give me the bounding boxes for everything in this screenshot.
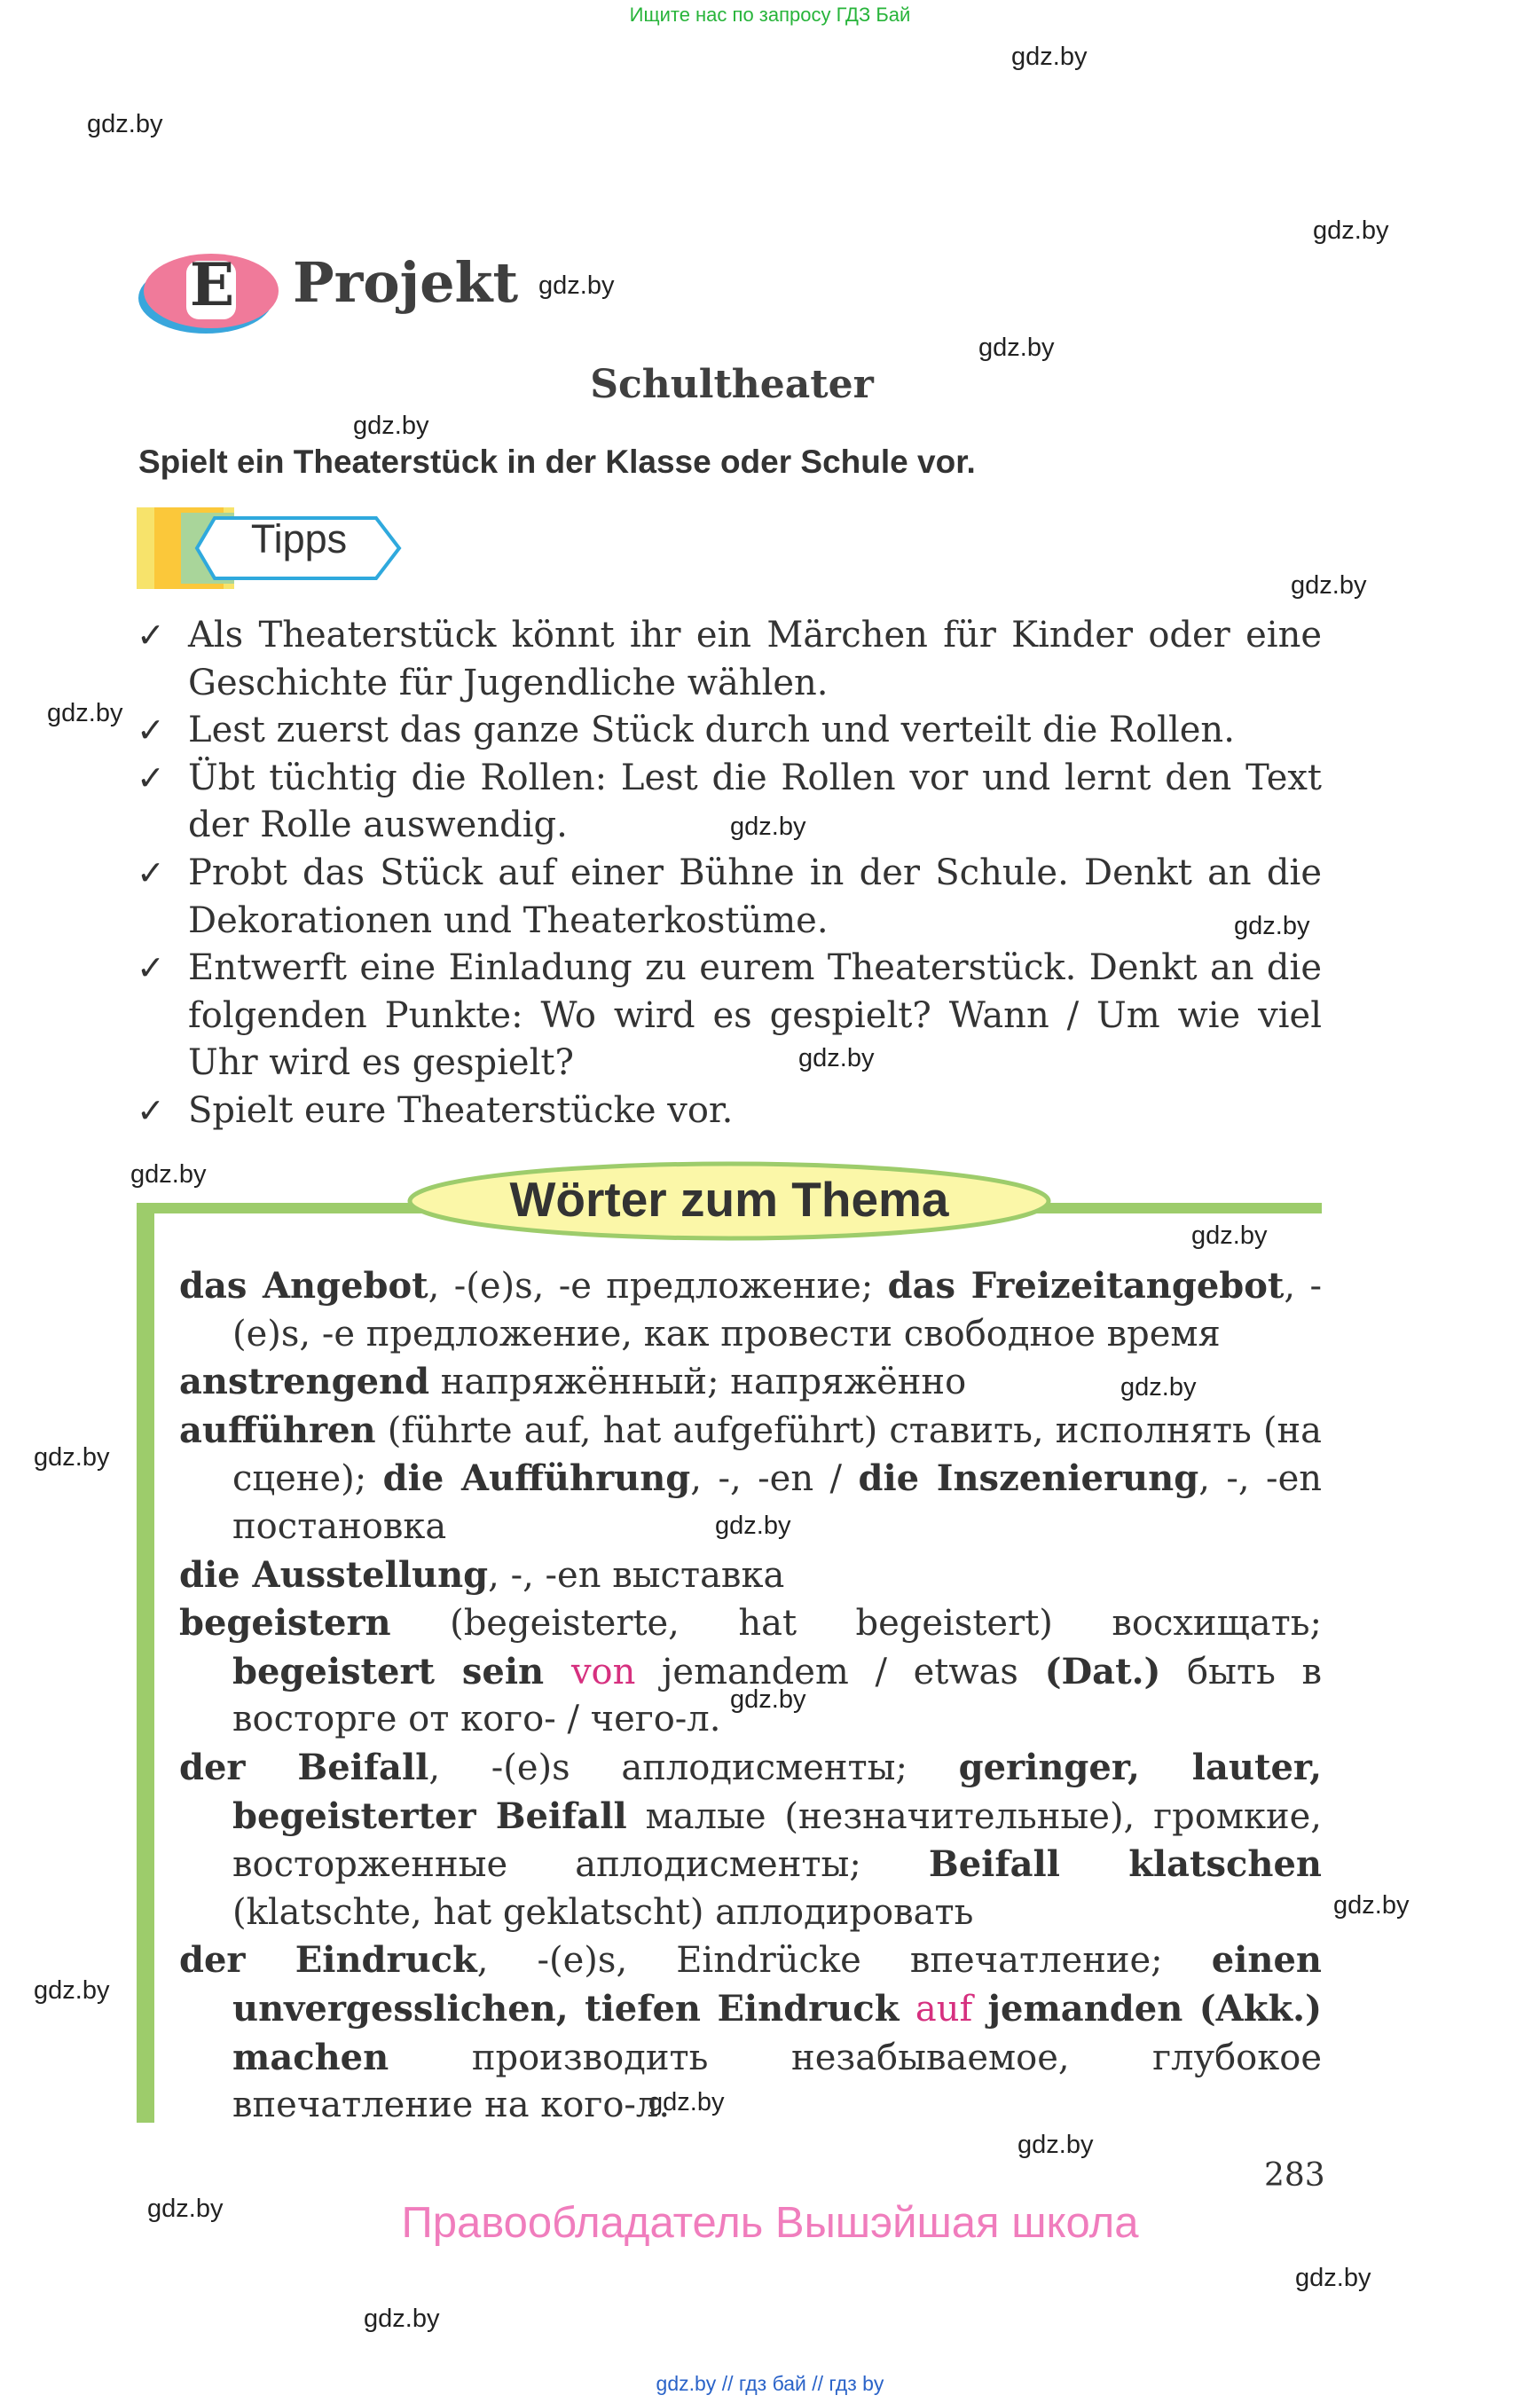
- watermark: gdz.by: [798, 1044, 875, 1072]
- words-side-bar: [137, 1205, 154, 2123]
- watermark: gdz.by: [34, 1443, 110, 1472]
- checkmark-icon: ✓: [137, 758, 165, 797]
- vocab-text: (begeisterte, hat begeistert) восхищать;: [390, 1603, 1322, 1645]
- watermark: gdz.by: [715, 1512, 791, 1540]
- vocab-text: (klatschte, hat geklatscht) аплодировать: [232, 1891, 974, 1933]
- vocab-entry: [179, 1744, 1322, 1936]
- vocab-text: , -(e)s, Eindrücke впечатление;: [476, 1940, 1212, 1982]
- watermark: gdz.by: [538, 271, 615, 300]
- watermark: gdz.by: [1291, 571, 1367, 600]
- vocab-text: , -(e)s, -e предложение, как провести свободное время: [232, 1266, 1322, 1355]
- checkmark-icon: ✓: [137, 852, 165, 892]
- tip-text: Probt das Stück auf einer Bühne in der Schule. Denkt an die Dekorationen und Theaterkostüme.: [188, 852, 1322, 941]
- vocab-text: jemandem / etwas: [635, 1651, 1045, 1692]
- watermark: gdz.by: [130, 1160, 207, 1189]
- checkmark-icon: ✓: [137, 1090, 165, 1130]
- project-title: Schultheater: [590, 362, 874, 407]
- watermark: gdz.by: [353, 412, 429, 440]
- watermark: gdz.by: [87, 110, 163, 138]
- rights-holder: Правообладатель Вышэйшая школа: [401, 2199, 1139, 2247]
- tipps-label: Tipps: [250, 516, 348, 561]
- vocab-text: , -, -en выставка: [488, 1554, 785, 1596]
- vocab-entry: [179, 1358, 1322, 1407]
- watermark: gdz.by: [1313, 216, 1389, 245]
- vocab-text: напряжённый; напряжённо: [429, 1362, 967, 1403]
- vocab-entry: [179, 1599, 1322, 1744]
- section-title: Projekt: [293, 250, 519, 315]
- tip-item: [133, 1088, 1322, 1135]
- tips-list: [133, 612, 1322, 1135]
- watermark: gdz.by: [47, 699, 123, 727]
- watermark: gdz.by: [1018, 2131, 1094, 2159]
- vocab-headword: die Inszenierung: [858, 1457, 1199, 1500]
- vocab-headword: anstrengend: [179, 1361, 430, 1403]
- watermark: gdz.by: [730, 1685, 806, 1714]
- project-task: Spielt ein Theaterstück in der Klasse oder Schule vor.: [138, 444, 976, 480]
- vocab-text: малые (незначительные), громкие, восторженные аплодисменты;: [232, 1795, 1322, 1886]
- watermark: gdz.by: [1120, 1373, 1197, 1402]
- watermark: gdz.by: [1295, 2264, 1371, 2292]
- vocab-text: , -(e)s аплодисменты;: [428, 1747, 959, 1788]
- vocab-preposition: von: [570, 1651, 636, 1692]
- watermark: gdz.by: [147, 2195, 224, 2223]
- tip-item: [133, 707, 1322, 755]
- tip-item: [133, 612, 1322, 707]
- watermark: gdz.by: [364, 2305, 440, 2333]
- checkmark-icon: ✓: [137, 948, 165, 988]
- tip-text: Entwerft eine Einladung zu eurem Theaterstück. Denkt an die folgenden Punkte: Wo wird es gespielt? Wann / Um wie viel Uhr wird es gespielt?: [188, 947, 1322, 1084]
- footer-links[interactable]: gdz.by // гдз бай // гдз by: [656, 2372, 884, 2395]
- watermark: gdz.by: [1011, 43, 1088, 71]
- tip-item: [133, 945, 1322, 1088]
- vocab-list: [179, 1262, 1322, 2130]
- vocab-headword: begeistert sein: [232, 1650, 571, 1692]
- vocab-entry: [179, 1262, 1322, 1358]
- vocab-headword: der Eindruck: [179, 1939, 477, 1982]
- tip-item: [133, 755, 1322, 850]
- checkmark-icon: ✓: [137, 711, 165, 750]
- tip-text: Lest zuerst das ganze Stück durch und verteilt die Rollen.: [188, 710, 1235, 751]
- vocab-entry: [179, 1551, 1322, 1600]
- vocab-text: производить незабываемое, глубокое впечатление на кого-л.: [232, 2037, 1322, 2126]
- vocab-headword: einen unvergesslichen, tiefen Eindruck: [232, 1939, 1322, 2030]
- vocab-text: , -, -en /: [690, 1458, 859, 1500]
- vocab-headword: die Aufführung: [382, 1457, 691, 1500]
- vocab-text: быть в восторге от кого- / чего-л.: [232, 1651, 1323, 1740]
- vocab-headword: die Ausstellung: [179, 1553, 489, 1596]
- vocab-headword: das Freizeitangebot: [887, 1265, 1285, 1307]
- vocab-preposition: auf: [915, 1988, 973, 2030]
- watermark: gdz.by: [34, 1976, 110, 2005]
- vocab-headword: jemanden (Akk.) machen: [232, 1987, 1322, 2078]
- vocab-text: , -, -en постановка: [232, 1458, 1322, 1547]
- top-search-note: Ищите нас по запросу ГДЗ Бай: [629, 4, 911, 26]
- vocab-text: [972, 1989, 987, 2030]
- vocab-headword: das Angebot: [179, 1265, 428, 1307]
- vocab-headword: Beifall klatschen: [928, 1843, 1323, 1886]
- vocab-headword: aufführen: [179, 1409, 376, 1451]
- vocab-text: , -(e)s, -e предложение;: [428, 1266, 888, 1307]
- watermark: gdz.by: [730, 813, 806, 841]
- vocab-headword: (Dat.): [1044, 1650, 1161, 1692]
- watermark: gdz.by: [1234, 912, 1310, 940]
- tip-text: Spielt eure Theaterstücke vor.: [188, 1089, 734, 1131]
- tip-text: Als Theaterstück könnt ihr ein Märchen für Kinder oder eine Geschichte für Jugendliche wählen.: [188, 615, 1322, 703]
- vocab-entry: [179, 1936, 1322, 2129]
- tip-item: [133, 850, 1322, 945]
- vocab-headword: der Beifall: [179, 1746, 429, 1788]
- watermark: gdz.by: [1191, 1221, 1268, 1250]
- vocab-headword: geringer, lauter, begeisterter Beifall: [232, 1746, 1323, 1837]
- vocab-text: (führte auf, hat aufgeführt) ставить, исполнять (на сцене);: [232, 1410, 1322, 1500]
- watermark: gdz.by: [978, 334, 1055, 362]
- vocab-headword: begeistern: [179, 1602, 391, 1645]
- vocab-entry: [179, 1407, 1322, 1551]
- badge-letter: E: [189, 250, 235, 319]
- watermark: gdz.by: [648, 2088, 725, 2116]
- page-number: 283: [1264, 2157, 1325, 2194]
- words-title: Wörter zum Thema: [509, 1172, 949, 1227]
- checkmark-icon: ✓: [137, 616, 165, 655]
- watermark: gdz.by: [1333, 1891, 1410, 1920]
- tip-text: Übt tüchtig die Rollen: Lest die Rollen vor und lernt den Text der Rolle auswendig.: [188, 757, 1322, 846]
